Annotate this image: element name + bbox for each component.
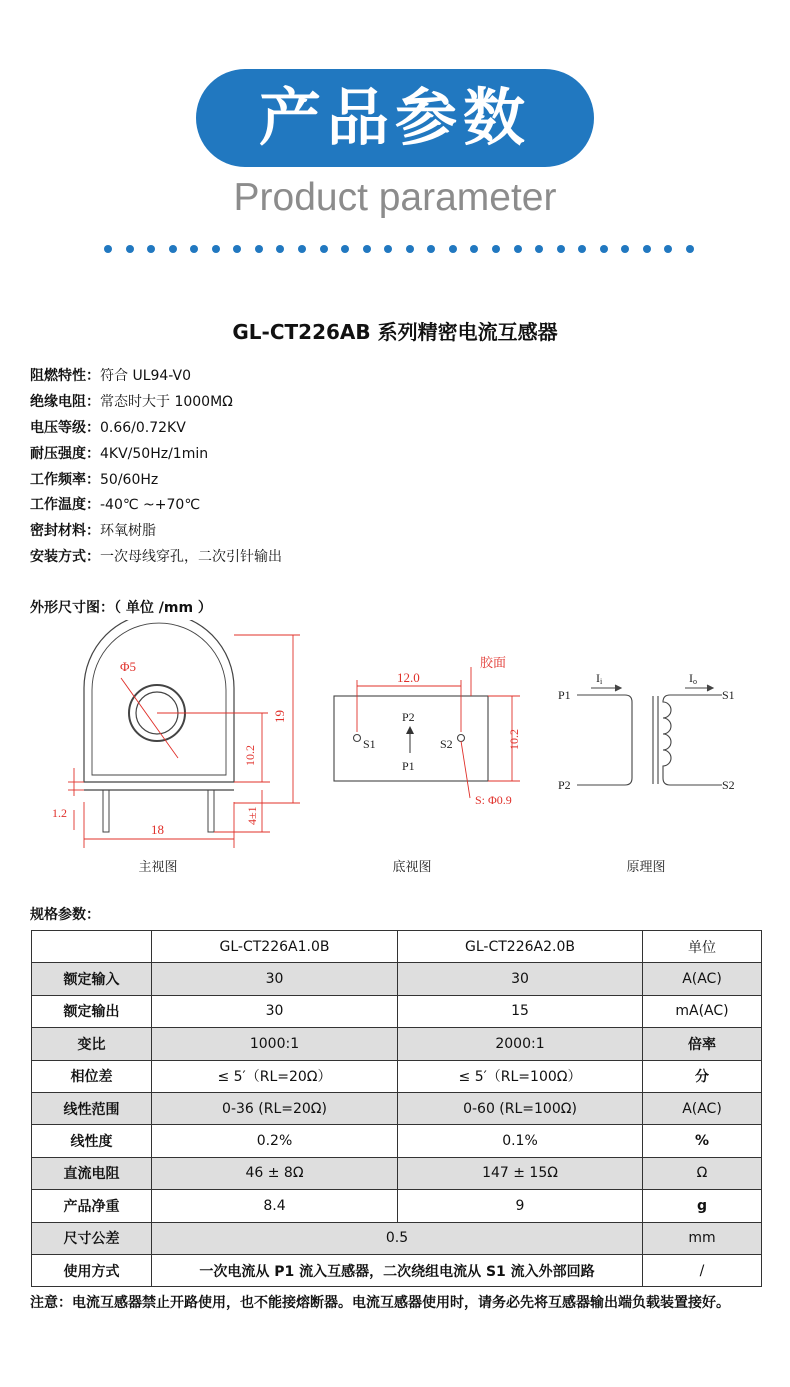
divider-dot (621, 245, 629, 253)
spec-label: 工作频率： (30, 471, 100, 488)
spec-item (30, 519, 282, 545)
divider-dot (147, 245, 155, 253)
divider-dot (514, 245, 522, 253)
product-title: GL-CT226AB 系列精密电流互感器 (232, 320, 558, 344)
divider-dot (212, 245, 220, 253)
divider-dot (427, 245, 435, 253)
spec-value: 常态时大于 1000MΩ (100, 393, 233, 410)
divider-dot (341, 245, 349, 253)
divider-dot (535, 245, 543, 253)
header-title-pill (196, 69, 594, 167)
cell-a1: ≤ 5′（RL=20Ω） (152, 1060, 398, 1092)
cell-unit: g (643, 1190, 762, 1222)
spec-value: 一次母线穿孔，二次引针输出 (100, 549, 282, 566)
table-header-cell: GL-CT226A2.0B (398, 931, 643, 963)
table-row (32, 1254, 762, 1286)
table-row (32, 995, 762, 1027)
table-header-cell: 单位 (643, 931, 762, 963)
bottom-view-caption: 底视图 (392, 859, 432, 874)
cell-a2: 30 (398, 963, 643, 995)
row-label: 使用方式 (32, 1254, 152, 1286)
divider-dot (104, 245, 112, 253)
front-view-drawing (84, 620, 234, 832)
cell-a2: 15 (398, 995, 643, 1027)
divider-dot (600, 245, 608, 253)
cell-unit: 分 (643, 1060, 762, 1092)
divider-dot (276, 245, 284, 253)
divider-dot (126, 245, 134, 253)
principle-s2-label: S2 (722, 778, 735, 792)
divider-dot (643, 245, 651, 253)
divider-dot (255, 245, 263, 253)
cell-a2: 0.1% (398, 1125, 643, 1157)
header-title: 产品参数 (258, 81, 531, 154)
row-label: 额定输出 (32, 995, 152, 1027)
divider-dot (492, 245, 500, 253)
spec-label: 耐压强度： (30, 445, 100, 462)
table-header-cell (32, 931, 152, 963)
cell-a1: 46 ± 8Ω (152, 1157, 398, 1189)
warning-note: 注意：电流互感器禁止开路使用，也不能接熔断器。电流互感器使用时，请务必先将互感器输出端负载装置接好。 (30, 1295, 730, 1311)
bottom-view-dimensions (357, 667, 520, 798)
spec-item (30, 468, 282, 494)
header-subtitle: Product parameter (233, 176, 557, 219)
cell-a1: 30 (152, 963, 398, 995)
row-label: 变比 (32, 1028, 152, 1060)
dimension-drawings (0, 620, 790, 890)
table-row (32, 1028, 762, 1060)
principle-s1-label: S1 (722, 688, 735, 702)
spec-item (30, 442, 282, 468)
row-label: 相位差 (32, 1060, 152, 1092)
table-row (32, 963, 762, 995)
cell-unit: mm (643, 1222, 762, 1254)
divider-dot (298, 245, 306, 253)
divider-dot (169, 245, 177, 253)
bottom-s1-label: S1 (363, 737, 376, 751)
cell-unit: % (643, 1125, 762, 1157)
spec-label: 密封材料： (30, 523, 100, 540)
cell-a2: 0-60 (RL=100Ω) (398, 1092, 643, 1124)
divider-dot (578, 245, 586, 253)
spec-item (30, 545, 282, 571)
table-row (32, 1092, 762, 1124)
table-header-cell: GL-CT226A1.0B (152, 931, 398, 963)
cell-a2: 147 ± 15Ω (398, 1157, 643, 1189)
cell-unit: / (643, 1254, 762, 1286)
spec-table-section-label: 规格参数： (30, 907, 100, 923)
spec-item (30, 416, 282, 442)
spec-item (30, 390, 282, 416)
spec-table (31, 930, 762, 1287)
spec-label: 绝缘电阻： (30, 393, 100, 410)
front-pin-label: 4±1 (245, 806, 259, 825)
cell-unit: A(AC) (643, 963, 762, 995)
spec-label: 工作温度： (30, 497, 100, 514)
front-height-label: 19 (272, 710, 287, 723)
divider-dot (320, 245, 328, 253)
spec-label: 安装方式： (30, 549, 100, 566)
spec-list (30, 364, 282, 571)
bottom-glue-label: 胶面 (480, 655, 507, 670)
row-label: 线性范围 (32, 1092, 152, 1124)
divider-dot (363, 245, 371, 253)
bottom-height-label: 10.2 (507, 729, 521, 750)
cell-a2: 2000:1 (398, 1028, 643, 1060)
cell-unit: mA(AC) (643, 995, 762, 1027)
bottom-s2-label: S2 (440, 737, 453, 751)
cell-a1: 0.2% (152, 1125, 398, 1157)
divider-dot (190, 245, 198, 253)
cell-unit: Ω (643, 1157, 762, 1189)
cell-unit: A(AC) (643, 1092, 762, 1124)
cell-unit: 倍率 (643, 1028, 762, 1060)
bottom-pin-dia-label: S: Φ0.9 (475, 793, 512, 807)
front-hole-label: Φ5 (120, 659, 137, 674)
spec-value: 环氧树脂 (100, 523, 156, 540)
bottom-pitch-label: 12.0 (397, 670, 420, 685)
row-label: 尺寸公差 (32, 1222, 152, 1254)
row-label: 直流电阻 (32, 1157, 152, 1189)
divider-dot (384, 245, 392, 253)
spec-value: 符合 UL94-V0 (100, 368, 192, 384)
spec-value: 50/60Hz (100, 471, 159, 488)
front-inner-height-label: 10.2 (243, 745, 257, 766)
row-label: 产品净重 (32, 1190, 152, 1222)
table-row (32, 1125, 762, 1157)
spec-item (30, 364, 282, 390)
principle-io-label: Io (689, 671, 697, 686)
front-view-caption: 主视图 (138, 859, 178, 874)
principle-p1-label: P1 (558, 688, 571, 702)
table-row (32, 1190, 762, 1222)
cell-a1: 1000:1 (152, 1028, 398, 1060)
table-row (32, 1222, 762, 1254)
bottom-p2-label: P2 (402, 710, 415, 724)
divider-dot (406, 245, 414, 253)
cell-merged: 一次电流从 P1 流入互感器，二次绕组电流从 S1 流入外部回路 (152, 1254, 643, 1286)
divider-dot (557, 245, 565, 253)
divider-dot (233, 245, 241, 253)
cell-a1: 30 (152, 995, 398, 1027)
principle-ii-label: Ii (596, 671, 603, 686)
spec-item (30, 493, 282, 519)
cell-a2: 9 (398, 1190, 643, 1222)
table-header-row (32, 931, 762, 963)
row-label: 线性度 (32, 1125, 152, 1157)
spec-value: 0.66/0.72KV (100, 419, 186, 436)
row-label: 额定输入 (32, 963, 152, 995)
principle-p2-label: P2 (558, 778, 571, 792)
bottom-p1-label: P1 (402, 759, 415, 773)
cell-merged: 0.5 (152, 1222, 643, 1254)
spec-label: 阻燃特性： (30, 368, 100, 384)
divider-dot (449, 245, 457, 253)
cell-a1: 8.4 (152, 1190, 398, 1222)
divider-dot (470, 245, 478, 253)
cell-a2: ≤ 5′（RL=100Ω） (398, 1060, 643, 1092)
spec-value: -40℃ ~+70℃ (100, 497, 201, 514)
principle-view-caption: 原理图 (626, 859, 666, 874)
spec-label: 电压等级： (30, 419, 100, 436)
dot-divider (104, 245, 694, 255)
cell-a1: 0-36 (RL=20Ω) (152, 1092, 398, 1124)
front-base-label: 1.2 (52, 806, 67, 820)
dimension-section-label: 外形尺寸图：（ 单位 /mm ） (30, 600, 212, 616)
front-width-label: 18 (151, 822, 164, 837)
table-row (32, 1157, 762, 1189)
table-row (32, 1060, 762, 1092)
divider-dot (686, 245, 694, 253)
spec-value: 4KV/50Hz/1min (100, 445, 209, 462)
principle-view-drawing (577, 685, 722, 785)
divider-dot (664, 245, 672, 253)
